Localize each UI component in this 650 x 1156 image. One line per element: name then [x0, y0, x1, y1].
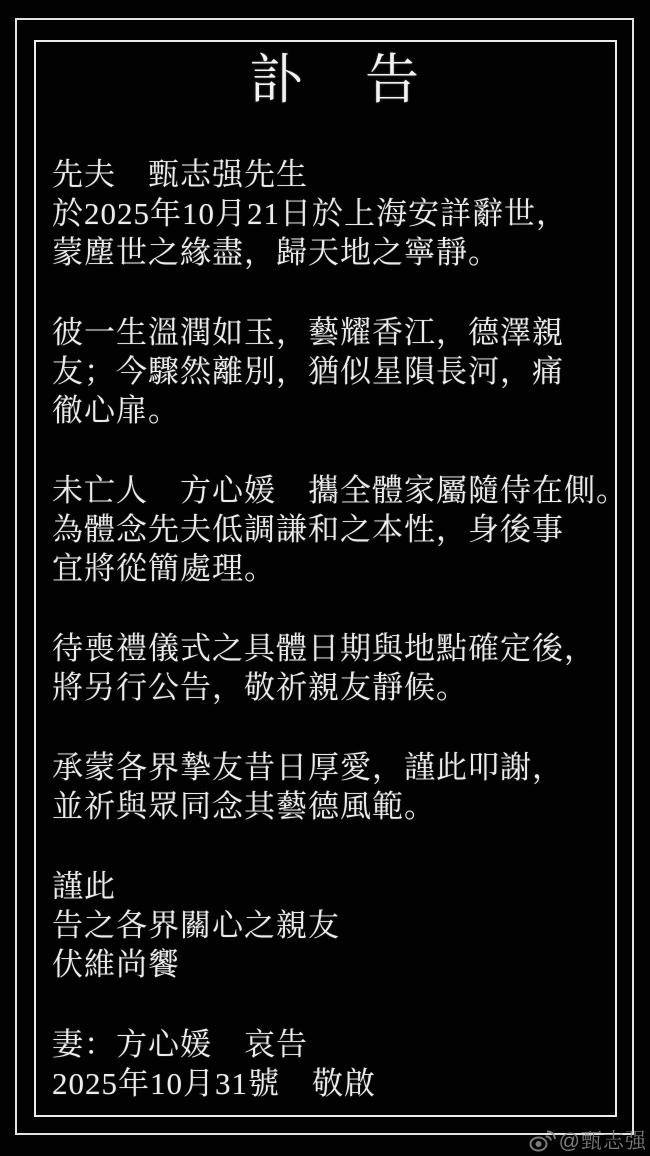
- notice-line: 並祈與眾同念其藝德風範。: [52, 789, 436, 824]
- notice-line: 先夫 甄志强先生: [52, 157, 308, 192]
- notice-line: 友；今驟然離別，猶似星隕長河，痛: [52, 354, 564, 389]
- notice-line: 將另行公告，敬祈親友靜候。: [52, 670, 468, 705]
- notice-line: 告之各界關心之親友: [52, 908, 340, 943]
- notice-paragraph: [52, 471, 628, 588]
- notice-paragraph: [52, 748, 620, 826]
- notice-paragraph: [52, 629, 620, 707]
- notice-body: [52, 155, 628, 1103]
- notice-paragraph: [52, 1025, 620, 1103]
- notice-line: 待喪禮儀式之具體日期與地點確定後，: [52, 631, 596, 666]
- notice-paragraph: [52, 313, 620, 430]
- notice-paragraph: [52, 867, 620, 984]
- notice-line: 承蒙各界摯友昔日厚愛，謹此叩謝，: [52, 750, 564, 785]
- notice-line: 妻：方心媛 哀告: [52, 1027, 308, 1062]
- notice-line: 宜將從簡處理。: [52, 551, 276, 586]
- notice-line: 彼一生溫潤如玉，藝耀香江，德澤親: [52, 315, 564, 350]
- notice-line: 2025年10月31號 敬啟: [52, 1066, 376, 1101]
- notice-title: 訃 告: [249, 50, 423, 110]
- notice-paragraph: [52, 155, 620, 272]
- watermark-handle: @甄志强: [558, 1130, 647, 1153]
- notice-line: 謹此: [52, 869, 116, 904]
- notice-line: 於2025年10月21日於上海安詳辭世，: [52, 196, 568, 231]
- notice-line: 為體念先夫低調謙和之本性，身後事: [52, 512, 564, 547]
- notice-line: 未亡人 方心媛 攜全體家屬隨侍在側。: [52, 473, 628, 508]
- notice-line: 徹心扉。: [52, 393, 180, 428]
- notice-line: 伏維尚饗: [52, 947, 180, 982]
- notice-content: [52, 48, 628, 1103]
- notice-line: 蒙塵世之緣盡，歸天地之寧靜。: [52, 235, 500, 270]
- weibo-icon: [529, 1129, 556, 1152]
- weibo-watermark: [529, 1125, 647, 1155]
